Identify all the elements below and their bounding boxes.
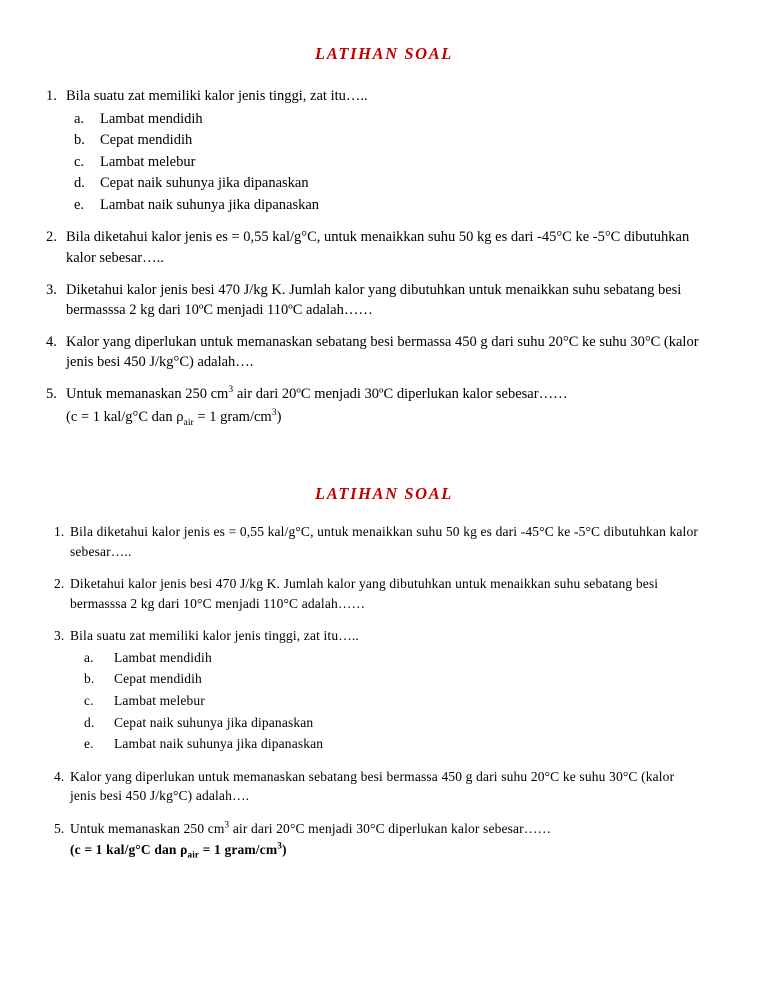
question-item <box>40 767 728 806</box>
question-number: 3. <box>54 628 65 644</box>
exercise-section-2 <box>40 522 728 860</box>
list-item <box>40 109 728 130</box>
question-item <box>40 574 728 613</box>
question-text <box>66 384 728 405</box>
option-list <box>40 109 728 216</box>
question-number: 1. <box>54 524 65 540</box>
question-item <box>40 227 728 268</box>
question-subtext <box>40 840 728 860</box>
list-item <box>40 669 728 689</box>
option-label: e. <box>74 196 85 213</box>
option-text: Lambat naik suhunya jika dipanaskan <box>100 196 320 213</box>
option-list <box>40 648 728 754</box>
question-number: 2. <box>54 576 65 592</box>
option-label: c. <box>74 153 85 170</box>
subtext-part: (c = 1 kal/g°C dan ρ <box>70 842 188 858</box>
option-label: a. <box>84 649 94 665</box>
superscript: 3 <box>277 840 282 851</box>
option-text: Cepat naik suhunya jika dipanaskan <box>100 175 309 192</box>
exercise-section-1 <box>40 86 728 427</box>
option-text: Cepat mendidih <box>114 671 202 687</box>
question-item <box>40 86 728 215</box>
question-text: Kalor yang diperlukan untuk memanaskan sebatang besi bermassa 450 g dari suhu 20°C ke suhu 30°C (kalor jenis besi 450 J/kg°C) adalah…. <box>70 768 675 804</box>
option-label: b. <box>84 671 95 687</box>
option-text: Cepat mendidih <box>100 132 193 149</box>
option-label: c. <box>84 693 94 709</box>
question-number: 5. <box>46 385 57 402</box>
question-text: Bila suatu zat memiliki kalor jenis tinggi, zat itu….. <box>70 628 359 644</box>
option-text: Lambat melebur <box>100 153 196 170</box>
subscript: air <box>183 416 194 428</box>
question-item <box>40 384 728 427</box>
question-number: 3. <box>46 281 57 298</box>
list-item <box>40 691 728 711</box>
question-text-part: air dari 20°C menjadi 30°C diperlukan kalor sebesar…… <box>229 820 552 836</box>
question-number: 2. <box>46 229 57 246</box>
page-title-1: LATIHAN SOAL <box>315 44 453 63</box>
option-text: Lambat naik suhunya jika dipanaskan <box>114 736 324 752</box>
question-item <box>40 819 728 860</box>
question-text: Bila diketahui kalor jenis es = 0,55 kal/g°C, untuk menaikkan suhu 50 kg es dari -45°C ke -5°C dibutuhkan kalor sebesar….. <box>66 229 690 267</box>
list-item <box>40 713 728 733</box>
option-label: d. <box>84 714 95 730</box>
question-item <box>40 332 728 373</box>
option-text: Cepat naik suhunya jika dipanaskan <box>114 714 314 730</box>
question-text: Bila diketahui kalor jenis es = 0,55 kal/g°C, untuk menaikkan suhu 50 kg es dari -45°C ke -5°C dibutuhkan kalor sebesar….. <box>70 524 698 559</box>
page-title-2: LATIHAN SOAL <box>315 484 453 504</box>
option-text: Lambat mendidih <box>114 649 212 665</box>
subtext-part: ) <box>281 842 287 858</box>
question-text: Kalor yang diperlukan untuk memanaskan sebatang besi bermassa 450 g dari suhu 20°C ke suhu 30°C (kalor jenis besi 450 J/kg°C) adalah…. <box>66 333 699 371</box>
list-item <box>40 152 728 173</box>
option-text: Lambat mendidih <box>100 110 203 127</box>
superscript: 3 <box>228 384 234 396</box>
question-text <box>70 819 728 839</box>
subtext-part: (c = 1 kal/g°C dan ρ <box>66 408 184 425</box>
question-text-part: Untuk memanaskan 250 cm <box>70 820 225 836</box>
subscript: air <box>187 850 200 861</box>
subtext-part: = 1 gram/cm <box>193 408 272 425</box>
question-text: Diketahui kalor jenis besi 470 J/kg K. Jumlah kalor yang dibutuhkan untuk menaikkan suhu sebatang besi bermasssa 2 kg dari 10°C menjadi 110°C adalah…… <box>70 576 659 611</box>
question-text-part: air dari 20ºC menjadi 30ºC diperlukan kalor sebesar…… <box>233 385 568 402</box>
question-number: 1. <box>46 88 57 104</box>
question-text: Diketahui kalor jenis besi 470 J/kg K. Jumlah kalor yang dibutuhkan untuk menaikkan suhu sebatang besi bermasssa 2 kg dari 10ºC menjadi 110ºC adalah…… <box>66 281 682 319</box>
question-number: 5. <box>54 820 65 836</box>
option-label: d. <box>74 175 85 192</box>
subtext-part: = 1 gram/cm <box>199 842 278 858</box>
question-text-part: Untuk memanaskan 250 cm <box>66 385 229 402</box>
question-number: 4. <box>54 768 65 784</box>
list-item <box>40 130 728 151</box>
question-item <box>40 626 728 753</box>
question-number: 4. <box>46 333 57 350</box>
question-subtext <box>40 407 728 428</box>
superscript: 3 <box>224 819 230 830</box>
option-text: Lambat melebur <box>114 693 205 709</box>
list-item <box>40 734 728 754</box>
superscript: 3 <box>271 406 277 418</box>
question-item <box>40 280 728 321</box>
question-text: Bila suatu zat memiliki kalor jenis tinggi, zat itu….. <box>66 88 368 104</box>
list-item <box>40 648 728 668</box>
option-label: a. <box>74 110 85 127</box>
subtext-part: ) <box>276 408 282 425</box>
question-item <box>40 522 728 561</box>
option-label: e. <box>84 736 94 752</box>
option-label: b. <box>74 132 85 149</box>
list-item <box>40 195 728 216</box>
list-item <box>40 173 728 194</box>
